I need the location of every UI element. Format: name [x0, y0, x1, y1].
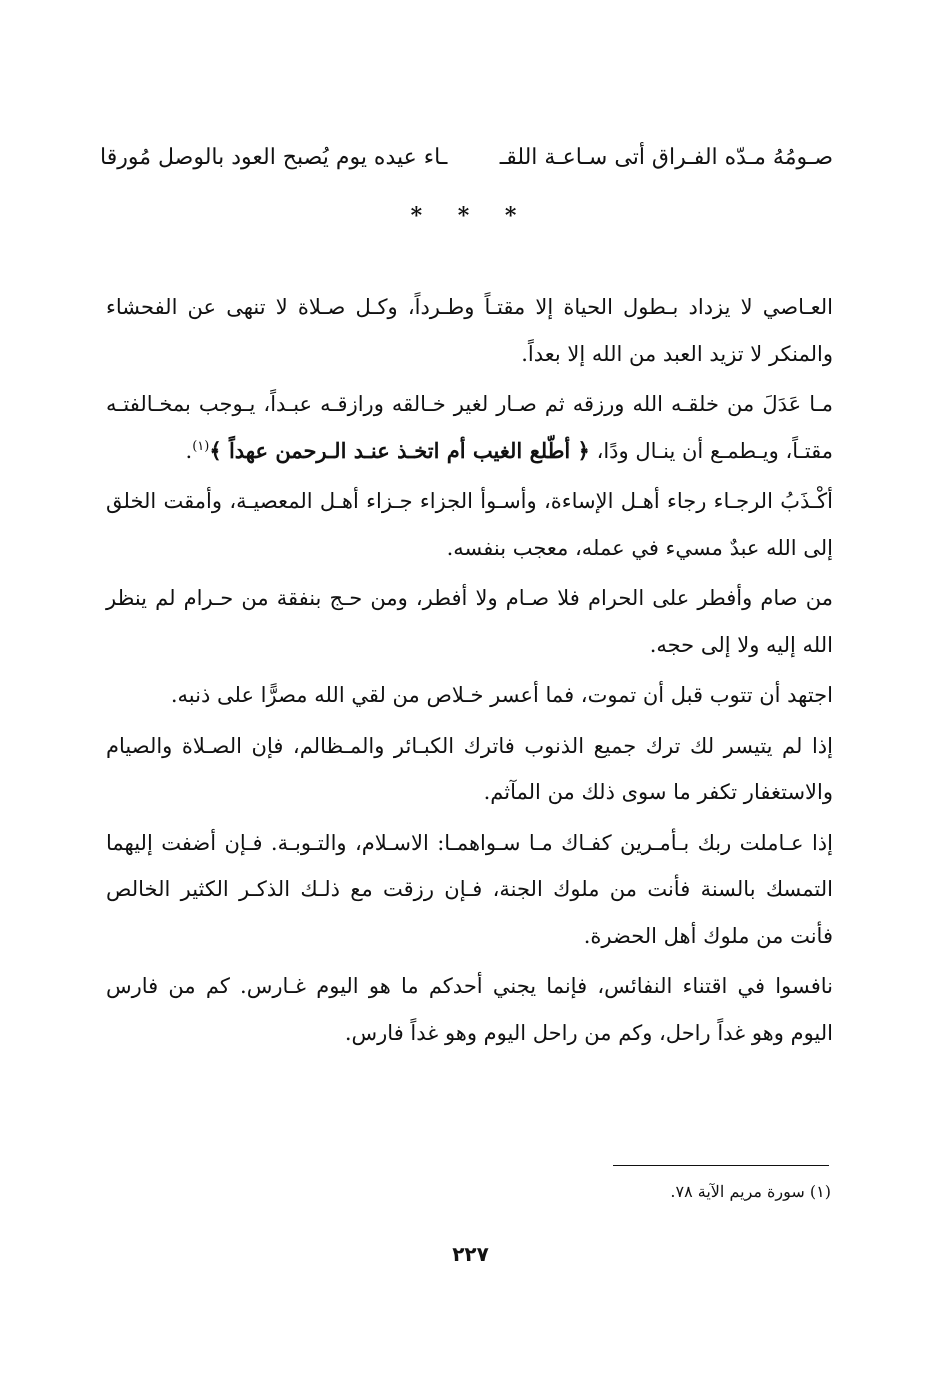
paragraph: اجتهد أن تتوب قبل أن تموت، فما أعسر خـلاص من لقي الله مصرًّا على ذنبه. — [170, 683, 833, 707]
poem-verse — [100, 138, 833, 178]
section-separator: * * * — [410, 203, 531, 229]
paragraph: من صام وأفطر على الحرام فلا صـام ولا أفطر، ومن حـج بنفقة من حـرام لم ينظر الله إليه ولا إلى حجه. — [106, 586, 833, 657]
paragraph: أكْـذَبُ الرجـاء رجاء أهـل الإساءة، وأسـوأ الجزاء جـزاء أهـل المعصيـة، وأمقت الخلق إلى الله عبدٌ مسيء في عمله، معجب بنفسه. — [106, 489, 833, 560]
paragraph-text: مـا عَدَلَ من خلقـه الله ورزقه ثم صـار لغير خـالقه ورازقـه عبـداً، يـوجب بمخـالفتـه مقتـاً، ويـطمـع أن ينـال ودًا، — [106, 392, 833, 463]
footnote: (١) سورة مريم الآية ٧٨. — [670, 1182, 831, 1201]
main-text — [106, 284, 833, 1060]
paragraph-end: . — [185, 438, 193, 463]
paragraph — [106, 381, 833, 474]
paragraph: إذا لم يتيسر لك ترك جميع الذنوب فاترك الكبـائر والمـظالم، فإن الصـلاة والصيام والاستغفار تكفر ما سوى ذلك من المآثم. — [106, 733, 833, 804]
footnote-reference: (١) — [192, 438, 210, 454]
poem-hemistich-left: ـاء عيده يوم يُصبح العود بالوصل مُورقا — [100, 145, 448, 170]
quran-quote: ﴿ أطّلع الغيب أم اتخـذ عنـد الـرحمن عهداً ﴾ — [209, 437, 590, 463]
poem-hemistich-right: صـومُهُ مـدّه الفـراق أتى سـاعـة اللقـ — [499, 145, 833, 170]
page-number: ٢٢٧ — [452, 1242, 489, 1266]
paragraph: نافسوا في اقتناء النفائس، فإنما يجني أحدكم ما هو اليوم غـارس. كم من فارس اليوم وهو غداً راحل، وكم من راحل اليوم وهو غداً فارس. — [106, 974, 833, 1045]
paragraph: إذا عـاملت ربك بـأمـرين كفـاك مـا سـواهمـا: الاسـلام، والتـوبـة. فـإن أضفت إليهما التمسك بالسنة فأنت من ملوك الجنة، فـإن رزقت مع ذلـك الذكـر الكثير الخالص فأنت من ملوك أهل الحضرة. — [106, 830, 833, 948]
paragraph: العـاصي لا يزداد بـطول الحياة إلا مقتـاً وطـرداً، وكـل صـلاة لا تنهى عن الفحشاء والمنكر لا تزيد العبد من الله إلا بعداً. — [106, 295, 833, 366]
footnote-divider — [613, 1165, 829, 1166]
